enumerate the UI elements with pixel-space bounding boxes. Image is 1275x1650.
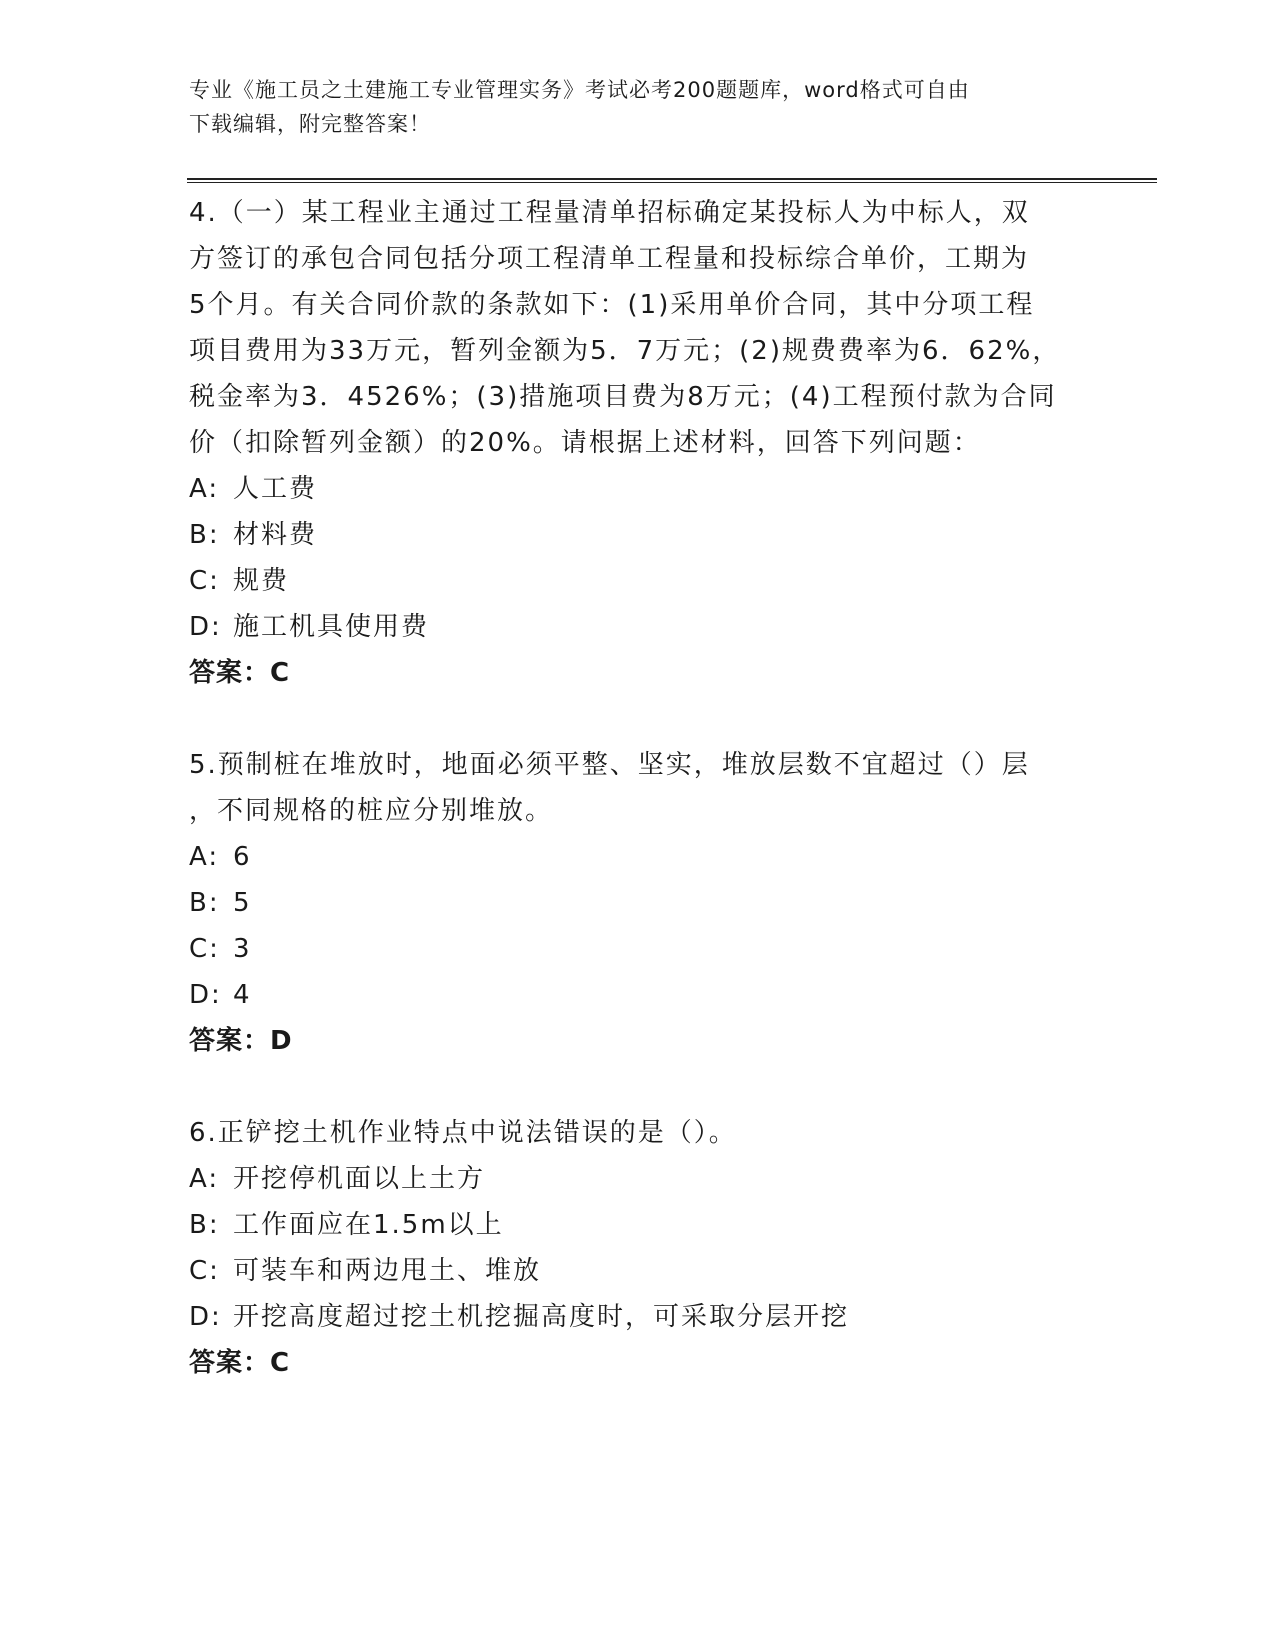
- option-text: 施工机具使用费: [233, 612, 430, 642]
- option-c: [189, 1248, 1149, 1294]
- option-letter: C:: [189, 1256, 220, 1286]
- header-line-2: 下载编辑，附完整答案！: [189, 112, 431, 136]
- answer-line: 答案：C: [189, 658, 291, 688]
- question-text-line: 6.正铲挖土机作业特点中说法错误的是（）。: [189, 1118, 737, 1148]
- option-text: 规费: [233, 566, 290, 596]
- option-a: [189, 1156, 1149, 1202]
- answer-line: 答案：D: [189, 1026, 293, 1056]
- question-text-line: 价（扣除暂列金额）的20%。请根据上述材料，回答下列问题：: [189, 428, 981, 458]
- question-text-line: ，不同规格的桩应分别堆放。: [189, 796, 554, 826]
- question-block: [189, 1110, 1149, 1386]
- option-text: 6: [233, 842, 252, 872]
- option-text: 可装车和两边甩土、堆放: [233, 1256, 542, 1286]
- option-d: [189, 1294, 1149, 1340]
- document-header: [189, 73, 1089, 141]
- option-letter: C:: [189, 566, 220, 596]
- answer-line: 答案：C: [189, 1348, 291, 1378]
- spacer: [189, 696, 1149, 742]
- option-letter: D:: [189, 612, 222, 642]
- option-letter: B:: [189, 1210, 220, 1240]
- question-block: [189, 190, 1149, 696]
- header-rule-thick: [187, 178, 1157, 180]
- question-text-line: 方签订的承包合同包括分项工程清单工程量和投标综合单价，工期为: [189, 244, 1030, 274]
- question-text-line: 税金率为3．4526%；(3)措施项目费为8万元；(4)工程预付款为合同: [189, 382, 1057, 412]
- header-line-1: 专业《施工员之土建施工专业管理实务》考试必考200题题库，word格式可自由: [189, 78, 970, 102]
- option-b: [189, 880, 1149, 926]
- option-text: 材料费: [233, 520, 318, 550]
- option-c: [189, 926, 1149, 972]
- question-text-line: 4.（一）某工程业主通过工程量清单招标确定某投标人为中标人，双: [189, 198, 1030, 228]
- option-a: [189, 466, 1149, 512]
- option-letter: B:: [189, 520, 220, 550]
- option-a: [189, 834, 1149, 880]
- option-text: 4: [233, 980, 252, 1010]
- option-c: [189, 558, 1149, 604]
- option-letter: C:: [189, 934, 220, 964]
- question-block: [189, 742, 1149, 1064]
- option-b: [189, 1202, 1149, 1248]
- option-text: 3: [233, 934, 252, 964]
- option-text: 人工费: [233, 474, 318, 504]
- option-letter: B:: [189, 888, 220, 918]
- option-text: 工作面应在1.5m以上: [233, 1210, 504, 1240]
- option-letter: A:: [189, 474, 220, 504]
- question-text-line: 项目费用为33万元，暂列金额为5．7万元；(2)规费费率为6．62%，: [189, 336, 1061, 366]
- option-b: [189, 512, 1149, 558]
- option-d: [189, 604, 1149, 650]
- question-list: [189, 190, 1149, 1386]
- spacer: [189, 1064, 1149, 1110]
- option-letter: D:: [189, 1302, 222, 1332]
- option-text: 开挖停机面以上土方: [233, 1164, 486, 1194]
- option-text: 开挖高度超过挖土机挖掘高度时，可采取分层开挖: [233, 1302, 850, 1332]
- option-letter: A:: [189, 842, 220, 872]
- option-letter: A:: [189, 1164, 220, 1194]
- option-d: [189, 972, 1149, 1018]
- option-letter: D:: [189, 980, 222, 1010]
- question-text-line: 5个月。有关合同价款的条款如下：(1)采用单价合同，其中分项工程: [189, 290, 1035, 320]
- option-text: 5: [233, 888, 252, 918]
- header-rule-thin: [187, 182, 1157, 183]
- question-text-line: 5.预制桩在堆放时，地面必须平整、坚实，堆放层数不宜超过（）层: [189, 750, 1030, 780]
